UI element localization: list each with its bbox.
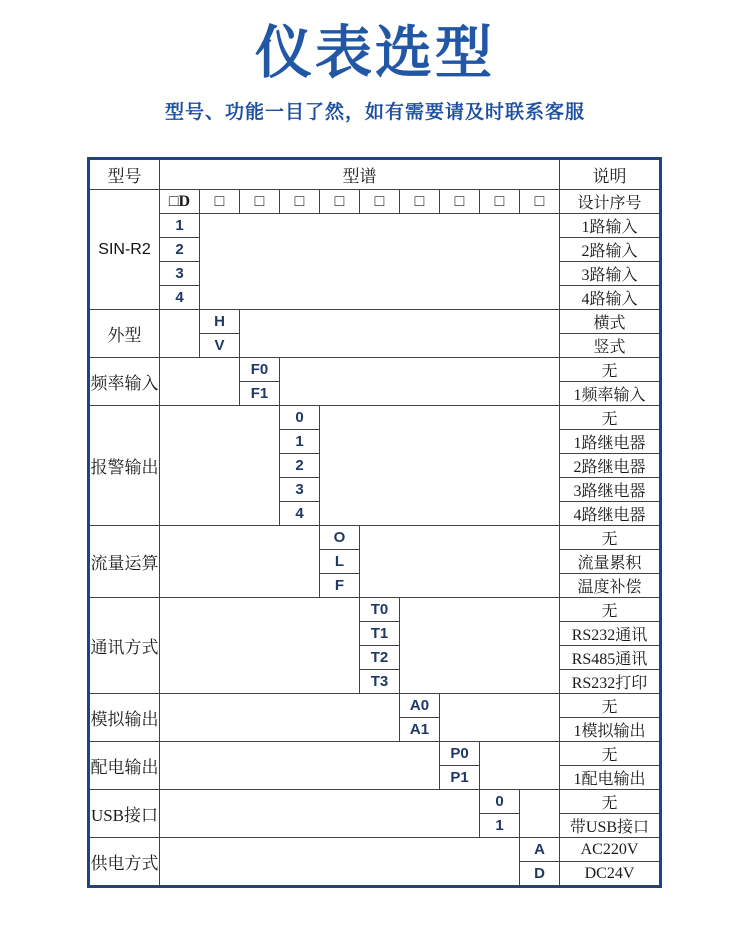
- desc-cell: 流量累积: [560, 550, 660, 574]
- design-box-cell: □: [400, 190, 440, 214]
- code-cell: F1: [240, 382, 280, 406]
- blank-cell: [160, 406, 280, 526]
- code-cell: H: [200, 310, 240, 334]
- code-cell: T0: [360, 598, 400, 622]
- blank-cell: [160, 598, 360, 694]
- option-row: [90, 598, 660, 622]
- blank-cell: [160, 358, 240, 406]
- blank-cell: [320, 406, 560, 526]
- option-row: [90, 214, 660, 238]
- code-cell: 1: [280, 430, 320, 454]
- model-cell: 报警输出: [90, 406, 160, 526]
- desc-cell: 4路继电器: [560, 502, 660, 526]
- model-cell: USB接口: [90, 790, 160, 838]
- design-box-cell: □: [280, 190, 320, 214]
- option-row: [90, 790, 660, 814]
- blank-cell: [160, 310, 200, 358]
- desc-cell: 设计序号: [560, 190, 660, 214]
- code-cell: T2: [360, 646, 400, 670]
- blank-cell: [400, 598, 560, 694]
- desc-cell: 3路输入: [560, 262, 660, 286]
- desc-cell: 无: [560, 526, 660, 550]
- desc-cell: 无: [560, 694, 660, 718]
- design-box-cell: □: [480, 190, 520, 214]
- model-cell: 外型: [90, 310, 160, 358]
- code-cell: V: [200, 334, 240, 358]
- desc-cell: RS232通讯: [560, 622, 660, 646]
- desc-cell: 1路输入: [560, 214, 660, 238]
- blank-cell: [160, 694, 400, 742]
- code-cell: F: [320, 574, 360, 598]
- code-cell: 4: [160, 286, 200, 310]
- design-box-cell: □: [240, 190, 280, 214]
- desc-cell: 无: [560, 790, 660, 814]
- desc-cell: RS485通讯: [560, 646, 660, 670]
- desc-cell: 2路继电器: [560, 454, 660, 478]
- desc-cell: 1频率输入: [560, 382, 660, 406]
- code-cell: L: [320, 550, 360, 574]
- model-cell-sin-r2: SIN-R2: [90, 190, 160, 310]
- desc-cell: RS232打印: [560, 670, 660, 694]
- blank-cell: [240, 310, 560, 358]
- blank-cell: [440, 694, 560, 742]
- desc-cell: 3路继电器: [560, 478, 660, 502]
- model-cell: 通讯方式: [90, 598, 160, 694]
- blank-cell: [160, 526, 320, 598]
- design-box-cell: □: [440, 190, 480, 214]
- model-cell: 模拟输出: [90, 694, 160, 742]
- desc-cell: 竖式: [560, 334, 660, 358]
- option-row: [90, 742, 660, 766]
- code-cell: O: [320, 526, 360, 550]
- code-cell: 2: [280, 454, 320, 478]
- model-cell: 供电方式: [90, 838, 160, 886]
- design-row: [90, 190, 660, 214]
- code-cell: 1: [480, 814, 520, 838]
- option-row: [90, 526, 660, 550]
- desc-cell: 无: [560, 358, 660, 382]
- page-subtitle: 型号、功能一目了然，如有需要请及时联系客服: [164, 101, 585, 123]
- code-cell: A0: [400, 694, 440, 718]
- code-cell: T1: [360, 622, 400, 646]
- option-row: [90, 694, 660, 718]
- model-cell: 流量运算: [90, 526, 160, 598]
- desc-cell: 无: [560, 598, 660, 622]
- code-cell: 0: [280, 406, 320, 430]
- code-cell: T3: [360, 670, 400, 694]
- model-selection-table: [89, 159, 660, 886]
- desc-cell: 无: [560, 742, 660, 766]
- option-row: [90, 358, 660, 382]
- code-cell: 3: [280, 478, 320, 502]
- desc-cell: 4路输入: [560, 286, 660, 310]
- desc-cell: 2路输入: [560, 238, 660, 262]
- blank-cell: [360, 526, 560, 598]
- code-cell: P0: [440, 742, 480, 766]
- code-cell: F0: [240, 358, 280, 382]
- page-title: 仪表选型: [255, 21, 495, 85]
- code-cell: A1: [400, 718, 440, 742]
- option-row: [90, 838, 660, 862]
- selection-table: [87, 157, 662, 888]
- blank-cell: [160, 742, 440, 790]
- blank-cell: [200, 214, 560, 310]
- desc-cell: 温度补偿: [560, 574, 660, 598]
- blank-cell: [480, 742, 560, 790]
- code-cell: 1: [160, 214, 200, 238]
- code-cell: 2: [160, 238, 200, 262]
- desc-cell: AC220V: [560, 838, 660, 862]
- code-cell: 4: [280, 502, 320, 526]
- desc-cell: 1路继电器: [560, 430, 660, 454]
- desc-cell: 1配电输出: [560, 766, 660, 790]
- header-spectrum: 型谱: [160, 160, 560, 190]
- blank-cell: [520, 790, 560, 838]
- header-model: 型号: [90, 160, 160, 190]
- design-box-cell: □: [200, 190, 240, 214]
- design-box-cell: □D: [160, 190, 200, 214]
- design-box-cell: □: [320, 190, 360, 214]
- design-box-cell: □: [360, 190, 400, 214]
- option-row: [90, 406, 660, 430]
- blank-cell: [160, 790, 480, 838]
- blank-cell: [160, 838, 520, 886]
- desc-cell: DC24V: [560, 862, 660, 886]
- model-cell: 配电输出: [90, 742, 160, 790]
- desc-cell: 横式: [560, 310, 660, 334]
- code-cell: D: [520, 862, 560, 886]
- blank-cell: [280, 358, 560, 406]
- code-cell: P1: [440, 766, 480, 790]
- desc-cell: 无: [560, 406, 660, 430]
- desc-cell: 带USB接口: [560, 814, 660, 838]
- model-cell: 频率输入: [90, 358, 160, 406]
- header-description: 说明: [560, 160, 660, 190]
- code-cell: A: [520, 838, 560, 862]
- code-cell: 0: [480, 790, 520, 814]
- desc-cell: 1模拟输出: [560, 718, 660, 742]
- option-row: [90, 310, 660, 334]
- design-box-cell: □: [520, 190, 560, 214]
- code-cell: 3: [160, 262, 200, 286]
- table-header-row: [90, 160, 660, 190]
